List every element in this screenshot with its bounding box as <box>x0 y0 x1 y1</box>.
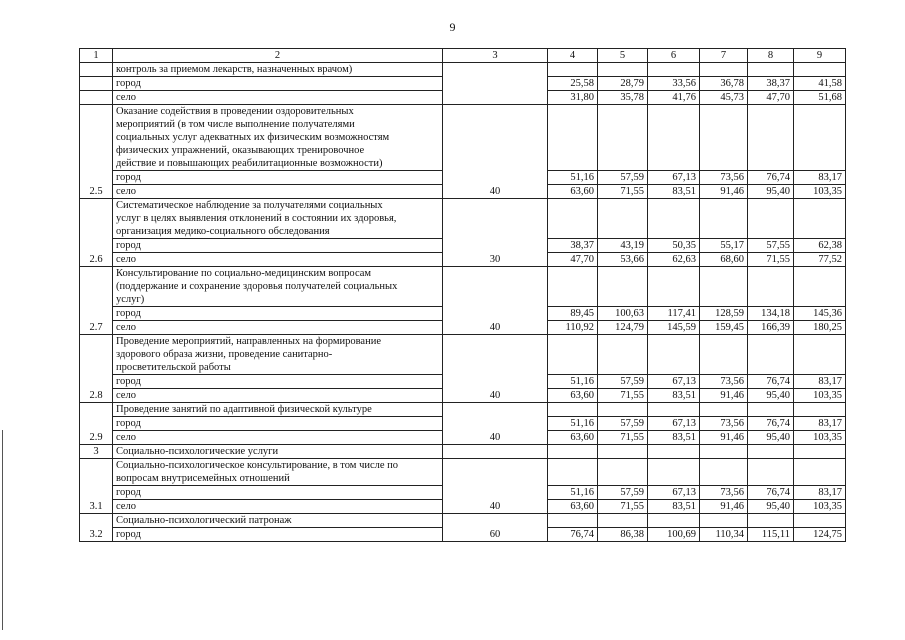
gorod-value-cell: 76,74 <box>748 375 794 389</box>
empty-cell <box>598 63 648 77</box>
norm-value: 30 <box>443 199 548 267</box>
gorod-value-cell: 51,16 <box>548 486 598 500</box>
service-row <box>80 335 846 375</box>
section-title: Социально-психологические услуги <box>113 445 443 459</box>
empty-cell <box>648 335 700 375</box>
selo-value-cell: 145,59 <box>648 321 700 335</box>
gorod-label: город <box>113 375 443 389</box>
empty-cell <box>648 459 700 486</box>
empty-cell <box>548 267 598 307</box>
gorod-value-cell: 67,13 <box>648 375 700 389</box>
empty-cell <box>598 445 648 459</box>
empty-cell <box>700 105 748 171</box>
gorod-value-cell: 51,16 <box>548 375 598 389</box>
selo-label: село <box>113 253 443 267</box>
description-line: мероприятий (в том числе выполнение получателями <box>116 119 355 130</box>
norm-value: 40 <box>443 459 548 514</box>
column-header-2: 2 <box>113 49 443 63</box>
column-header-9: 9 <box>794 49 846 63</box>
selo-label: село <box>113 431 443 445</box>
row-number <box>80 63 113 77</box>
empty-cell <box>598 335 648 375</box>
section-number: 3 <box>80 445 113 459</box>
gorod-value-cell: 50,35 <box>648 239 700 253</box>
selo-value-cell: 103,35 <box>794 431 846 445</box>
gorod-value-cell: 28,79 <box>598 77 648 91</box>
selo-value-cell: 95,40 <box>748 389 794 403</box>
empty-cell <box>700 403 748 417</box>
selo-label: село <box>113 500 443 514</box>
selo-value-cell: 71,55 <box>598 431 648 445</box>
selo-value-cell: 103,35 <box>794 389 846 403</box>
service-description <box>113 267 443 307</box>
selo-value-cell: 83,51 <box>648 431 700 445</box>
gorod-value-cell: 86,38 <box>598 528 648 542</box>
service-description <box>113 105 443 171</box>
empty-cell <box>748 445 794 459</box>
description-line: Социально-психологическое консультирование, в том числе по <box>116 460 399 471</box>
column-header-7: 7 <box>700 49 748 63</box>
gorod-value-cell: 83,17 <box>794 375 846 389</box>
gorod-value-cell: 62,38 <box>794 239 846 253</box>
empty-cell <box>794 514 846 528</box>
row-number: 2.6 <box>80 199 113 267</box>
gorod-value-cell: 89,45 <box>548 307 598 321</box>
empty-cell <box>748 459 794 486</box>
selo-value-cell: 91,46 <box>700 431 748 445</box>
service-row <box>80 514 846 528</box>
norm-cell <box>443 63 548 105</box>
empty-cell <box>598 199 648 239</box>
empty-cell <box>748 267 794 307</box>
selo-label: село <box>113 389 443 403</box>
service-description: контроль за приемом лекарств, назначенных врачом) <box>113 63 443 77</box>
empty-cell <box>748 514 794 528</box>
gorod-value-cell: 100,63 <box>598 307 648 321</box>
service-row <box>80 267 846 307</box>
gorod-value-cell: 38,37 <box>548 239 598 253</box>
empty-cell <box>598 105 648 171</box>
service-row <box>80 105 846 171</box>
empty-cell <box>700 267 748 307</box>
gorod-value-cell: 57,59 <box>598 486 648 500</box>
empty-cell <box>794 63 846 77</box>
selo-value-cell: 91,46 <box>700 185 748 199</box>
gorod-label: город <box>113 239 443 253</box>
empty-cell <box>748 403 794 417</box>
gorod-label: город <box>113 171 443 185</box>
table-header-row <box>80 49 846 63</box>
gorod-value-cell: 67,13 <box>648 417 700 431</box>
description-line: организация медико-социального обследования <box>116 226 330 237</box>
empty-cell <box>548 459 598 486</box>
gorod-value-cell: 115,11 <box>748 528 794 542</box>
gorod-value-cell: 134,18 <box>748 307 794 321</box>
description-line: услуг в целях выявления отклонений в состоянии их здоровья, <box>116 213 397 224</box>
empty-cell <box>794 403 846 417</box>
empty-cell <box>748 335 794 375</box>
gorod-value-cell: 57,59 <box>598 375 648 389</box>
selo-value-cell: 95,40 <box>748 500 794 514</box>
empty-cell <box>598 459 648 486</box>
gorod-value-cell: 25,58 <box>548 77 598 91</box>
selo-value-cell: 91,46 <box>700 389 748 403</box>
selo-label: село <box>113 321 443 335</box>
gorod-value-cell: 55,17 <box>700 239 748 253</box>
selo-value-cell: 47,70 <box>548 253 598 267</box>
selo-value-cell: 71,55 <box>598 389 648 403</box>
row-number: 2.5 <box>80 105 113 199</box>
gorod-label: город <box>113 417 443 431</box>
selo-value-cell: 166,39 <box>748 321 794 335</box>
empty-cell <box>700 514 748 528</box>
selo-value-cell: 63,60 <box>548 500 598 514</box>
selo-value-cell: 77,52 <box>794 253 846 267</box>
selo-value-cell: 95,40 <box>748 185 794 199</box>
selo-value-cell: 63,60 <box>548 185 598 199</box>
column-header-8: 8 <box>748 49 794 63</box>
service-description <box>113 199 443 239</box>
gorod-value-cell: 83,17 <box>794 486 846 500</box>
gorod-value-cell: 33,56 <box>648 77 700 91</box>
selo-value-cell: 45,73 <box>700 91 748 105</box>
description-line: услуг) <box>116 294 145 305</box>
gorod-value-cell: 128,59 <box>700 307 748 321</box>
description-line: физических упражнений, оказывающих тренировочное <box>116 145 365 156</box>
table-body <box>80 49 846 542</box>
selo-value-cell: 35,78 <box>598 91 648 105</box>
selo-value-cell: 63,60 <box>548 431 598 445</box>
empty-cell <box>648 514 700 528</box>
tariff-table <box>79 48 846 542</box>
empty-cell <box>794 267 846 307</box>
empty-cell <box>598 267 648 307</box>
selo-value-cell: 124,79 <box>598 321 648 335</box>
empty-cell <box>794 199 846 239</box>
empty-cell <box>700 459 748 486</box>
empty-cell <box>598 403 648 417</box>
empty-cell <box>700 199 748 239</box>
selo-value-cell: 103,35 <box>794 500 846 514</box>
selo-value-cell: 83,51 <box>648 500 700 514</box>
empty-cell <box>648 199 700 239</box>
selo-value-cell: 41,76 <box>648 91 700 105</box>
empty-cell <box>598 514 648 528</box>
description-line: здорового образа жизни, проведение санитарно- <box>116 349 333 360</box>
gorod-value-cell: 43,19 <box>598 239 648 253</box>
gorod-value-cell: 76,74 <box>748 171 794 185</box>
gorod-label: город <box>113 528 443 542</box>
row-number <box>80 77 113 91</box>
row-number: 2.8 <box>80 335 113 403</box>
empty-cell <box>648 267 700 307</box>
column-header-5: 5 <box>598 49 648 63</box>
norm-value: 40 <box>443 105 548 199</box>
gorod-value-cell: 73,56 <box>700 417 748 431</box>
selo-value-cell: 95,40 <box>748 431 794 445</box>
gorod-value-cell: 83,17 <box>794 171 846 185</box>
row-number: 2.9 <box>80 403 113 445</box>
gorod-value-cell: 51,16 <box>548 171 598 185</box>
gorod-label: город <box>113 307 443 321</box>
empty-cell <box>648 403 700 417</box>
service-description <box>113 459 443 486</box>
empty-cell <box>794 459 846 486</box>
empty-cell <box>700 63 748 77</box>
empty-cell <box>548 445 598 459</box>
empty-cell <box>648 445 700 459</box>
description-line: Проведение занятий по адаптивной физической культуре <box>116 404 372 415</box>
empty-cell <box>748 199 794 239</box>
table-row <box>80 63 846 77</box>
row-number: 2.7 <box>80 267 113 335</box>
description-line: Консультирование по социально-медицинским вопросам <box>116 268 372 279</box>
description-line: действие и повышающих реабилитационные возможности) <box>116 158 383 169</box>
scan-edge-line <box>2 430 3 630</box>
norm-value: 60 <box>443 514 548 542</box>
page-number: 9 <box>449 20 456 34</box>
description-line: Систематическое наблюдение за получателями социальных <box>116 200 383 211</box>
empty-cell <box>548 335 598 375</box>
description-line: (поддержание и сохранение здоровья получателей социальных <box>116 281 398 292</box>
empty-cell <box>794 335 846 375</box>
service-description <box>113 514 443 528</box>
description-line: Социально-психологический патронаж <box>116 515 292 526</box>
gorod-value-cell: 36,78 <box>700 77 748 91</box>
gorod-value-cell: 83,17 <box>794 417 846 431</box>
description-line: социальных услуг адекватных их физическим возможностям <box>116 132 390 143</box>
gorod-value-cell: 73,56 <box>700 375 748 389</box>
service-row <box>80 403 846 417</box>
gorod-value-cell: 73,56 <box>700 171 748 185</box>
section-row <box>80 445 846 459</box>
gorod-value-cell: 76,74 <box>748 417 794 431</box>
column-header-4: 4 <box>548 49 598 63</box>
selo-value-cell: 63,60 <box>548 389 598 403</box>
selo-value-cell: 47,70 <box>748 91 794 105</box>
description-line: Проведение мероприятий, направленных на формирование <box>116 336 381 347</box>
empty-cell <box>700 445 748 459</box>
gorod-value-cell: 57,55 <box>748 239 794 253</box>
gorod-value-cell: 57,59 <box>598 171 648 185</box>
selo-value-cell: 103,35 <box>794 185 846 199</box>
selo-value-cell: 71,55 <box>598 185 648 199</box>
description-line: Оказание содействия в проведении оздоровительных <box>116 106 354 117</box>
gorod-value-cell: 76,74 <box>748 486 794 500</box>
selo-label: село <box>113 185 443 199</box>
selo-value-cell: 83,51 <box>648 389 700 403</box>
service-description <box>113 403 443 417</box>
gorod-value-cell: 73,56 <box>700 486 748 500</box>
selo-label: село <box>113 91 443 105</box>
gorod-value-cell: 41,58 <box>794 77 846 91</box>
gorod-value-cell: 51,16 <box>548 417 598 431</box>
norm-value: 40 <box>443 335 548 403</box>
empty-cell <box>548 63 598 77</box>
empty-cell <box>794 105 846 171</box>
gorod-value-cell: 124,75 <box>794 528 846 542</box>
selo-value-cell: 91,46 <box>700 500 748 514</box>
gorod-label: город <box>113 486 443 500</box>
selo-value-cell: 51,68 <box>794 91 846 105</box>
empty-cell <box>548 403 598 417</box>
selo-value-cell: 110,92 <box>548 321 598 335</box>
selo-value-cell: 180,25 <box>794 321 846 335</box>
gorod-value-cell: 38,37 <box>748 77 794 91</box>
gorod-value-cell: 57,59 <box>598 417 648 431</box>
description-line: просветительской работы <box>116 362 231 373</box>
empty-cell <box>443 445 548 459</box>
empty-cell <box>548 514 598 528</box>
selo-value-cell: 53,66 <box>598 253 648 267</box>
service-row <box>80 459 846 486</box>
gorod-label: город <box>113 77 443 91</box>
empty-cell <box>648 105 700 171</box>
empty-cell <box>748 63 794 77</box>
selo-value-cell: 62,63 <box>648 253 700 267</box>
selo-value-cell: 71,55 <box>598 500 648 514</box>
selo-value-cell: 68,60 <box>700 253 748 267</box>
selo-value-cell: 71,55 <box>748 253 794 267</box>
gorod-value-cell: 76,74 <box>548 528 598 542</box>
empty-cell <box>648 63 700 77</box>
gorod-value-cell: 145,36 <box>794 307 846 321</box>
service-description <box>113 335 443 375</box>
empty-cell <box>548 105 598 171</box>
column-header-1: 1 <box>80 49 113 63</box>
description-line: вопросам внутрисемейных отношений <box>116 473 290 484</box>
empty-cell <box>748 105 794 171</box>
selo-value-cell: 31,80 <box>548 91 598 105</box>
norm-value: 40 <box>443 267 548 335</box>
row-number: 3.2 <box>80 514 113 542</box>
column-header-3: 3 <box>443 49 548 63</box>
service-row <box>80 199 846 239</box>
gorod-value-cell: 67,13 <box>648 171 700 185</box>
row-number: 3.1 <box>80 459 113 514</box>
column-header-6: 6 <box>648 49 700 63</box>
row-number <box>80 91 113 105</box>
norm-value: 40 <box>443 403 548 445</box>
empty-cell <box>548 199 598 239</box>
gorod-value-cell: 117,41 <box>648 307 700 321</box>
gorod-value-cell: 67,13 <box>648 486 700 500</box>
selo-value-cell: 83,51 <box>648 185 700 199</box>
gorod-value-cell: 100,69 <box>648 528 700 542</box>
empty-cell <box>700 335 748 375</box>
selo-value-cell: 159,45 <box>700 321 748 335</box>
gorod-value-cell: 110,34 <box>700 528 748 542</box>
empty-cell <box>794 445 846 459</box>
